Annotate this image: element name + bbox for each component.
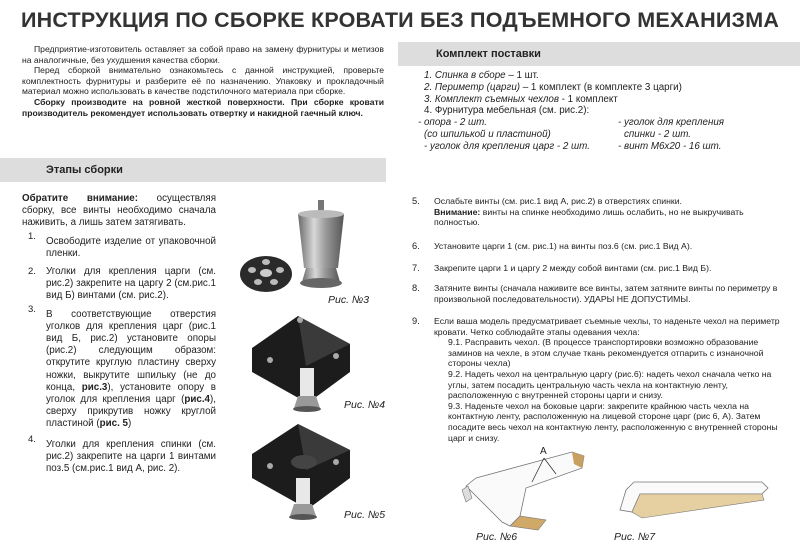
step-1-text: Освободите изделие от упаковочной пленки. bbox=[46, 235, 216, 259]
kit-item-3-qty: - 1 комплект bbox=[558, 93, 618, 105]
figure-5-caption: Рис. №5 bbox=[344, 509, 386, 521]
step-6 bbox=[412, 241, 784, 252]
step-9-text: Если ваша модель предусматривает съемные чехлы, то наденьте чехол на периметр кровати. Четко соблюдайте этапы одевания чехла: bbox=[434, 316, 780, 337]
kit-item-1-name: 1. Спинка в сборе bbox=[424, 70, 506, 81]
step-3-text-e: ), сверху прикрутив ножку круглой пластиной ( bbox=[46, 394, 216, 430]
intro-paragraph-2: Перед сборкой внимательно ознакомьтесь с данной инструкцией, проверьте комплектность фурнитуры и разберите её по назначению. Упаковку и прокладочный материал можно использовать в качестве подстилочного материала при сборке. bbox=[22, 65, 384, 97]
step-4 bbox=[22, 433, 216, 476]
figure-7-covered-rail-image bbox=[612, 460, 772, 530]
step-2-text: Уголки для крепления царги (см. рис.2) закрепите на царгу 2 (см.рис.1 вид Б) винтами (см. рис.2). bbox=[46, 266, 216, 302]
step-2 bbox=[22, 266, 216, 303]
fitting-4: - винт М6х20 - 16 шт. bbox=[618, 141, 722, 153]
step-9-2-text: 9.2. Надеть чехол на центральную царгу (рис.6): надеть чехол сначала четко на углы, затем посадить центральную часть чехла на контактную ленту, расположенную с внутренней стороны царги и снизу. bbox=[448, 368, 772, 401]
step-8-number: 8. bbox=[412, 283, 420, 293]
step-1 bbox=[22, 230, 216, 260]
intro-paragraph-1: Предприятие-изготовитель оставляет за собой право на замену фурнитуры и метизов на аналогичные, без ухудшения качества сборки. bbox=[22, 44, 384, 65]
kit-item-2 bbox=[424, 82, 800, 94]
kit-fittings bbox=[410, 117, 800, 164]
step-2-number: 2. bbox=[28, 266, 36, 278]
figure-6-caption: Рис. №6 bbox=[476, 531, 518, 543]
step-5-warning bbox=[434, 207, 784, 228]
fitting-2: - уголок для крепления bbox=[618, 117, 725, 129]
fitting-1: - опора - 2 шт. bbox=[418, 117, 487, 129]
attention-note bbox=[22, 193, 216, 230]
figure-6-pointer-lines bbox=[530, 456, 560, 486]
kit-item-2-qty: – 1 комплект (в комплекте 3 царги) bbox=[520, 81, 682, 93]
step-3-text-c: ), установите опору в уголок для крепления царг ( bbox=[46, 381, 216, 406]
stages-header: Этапы сборки bbox=[0, 158, 386, 182]
stages-left-column bbox=[22, 193, 216, 475]
fitting-1-detail: (со шпилькой и пластиной) bbox=[424, 129, 551, 141]
step-4-text: Уголки для крепления спинки (см. рис.2) закрепите на царги 1 винтами поз.5 (см.рис.1 вид А, рис. 2). bbox=[46, 438, 216, 475]
step-5-warning-label: Внимание: bbox=[434, 206, 481, 217]
step-9-1-text: 9.1. Расправить чехол. (В процессе транспортировки возможно образование заминов на чехле, в этом случае ткань рекомендуется отпарить с изнаночной стороны чехла) bbox=[448, 337, 764, 369]
attention-label: Обратите внимание: bbox=[22, 193, 139, 204]
kit-header: Комплект поставки bbox=[398, 42, 800, 66]
figure-7-caption: Рис. №7 bbox=[614, 531, 656, 543]
step-7-number: 7. bbox=[412, 263, 420, 273]
step-8-text: Затяните винты (сначала наживите все винты, затем затяните винты по периметру в произвольной последовательности). УДАРЫ НЕ ДОПУСТИМЫ. bbox=[434, 283, 778, 304]
figure-3-leg-image bbox=[236, 194, 348, 310]
kit-item-2-name: 2. Периметр (царги) bbox=[424, 81, 521, 93]
figure-3-caption: Рис. №3 bbox=[328, 294, 370, 306]
figure-4-caption: Рис. №4 bbox=[344, 399, 386, 411]
step-1-number: 1. bbox=[28, 230, 36, 242]
kit-item-3 bbox=[424, 94, 800, 106]
step-3-ref-fig4: рис.4 bbox=[184, 394, 211, 406]
fitting-3: - уголок для крепления царг - 2 шт. bbox=[424, 141, 590, 153]
step-6-number: 6. bbox=[412, 241, 420, 251]
step-9-3-text: 9.3. Наденьте чехол на боковые царги: закрепите крайнюю часть чехла на контактную ленту, расположенную на лицевой стороне царг (рис 6, А). Затем посадите весь чехол на контактную ленту, расположенную с внутренней стороны царг и снизу. bbox=[448, 400, 778, 443]
kit-list bbox=[410, 70, 800, 164]
kit-item-1 bbox=[424, 70, 800, 82]
step-5-number: 5. bbox=[412, 196, 420, 206]
step-3 bbox=[22, 303, 216, 431]
step-3-ref-fig3: рис.3 bbox=[81, 381, 108, 393]
step-7 bbox=[412, 263, 784, 274]
step-6-text: Установите царги 1 (см. рис.1) на винты поз.6 (см. рис.1 Вид А). bbox=[434, 241, 693, 251]
page-title: ИНСТРУКЦИЯ ПО СБОРКЕ КРОВАТИ БЕЗ ПОДЪЕМНОГО МЕХАНИЗМА bbox=[20, 8, 780, 32]
step-9 bbox=[412, 316, 784, 443]
step-9-number: 9. bbox=[412, 316, 420, 326]
kit-item-4: 4. Фурнитура мебельная (см. рис.2): bbox=[424, 105, 590, 117]
kit-item-3-name: 3. Комплект съемных чехлов bbox=[424, 93, 559, 105]
step-4-number: 4. bbox=[28, 433, 36, 445]
step-3-text-g: ) bbox=[128, 418, 132, 430]
kit-item-1-qty: – 1 шт. bbox=[505, 70, 539, 81]
fitting-2-detail: спинки - 2 шт. bbox=[624, 129, 691, 141]
step-5-text: Ослабьте винты (см. рис.1 вид А, рис.2) в отверстиях спинки. bbox=[434, 196, 682, 206]
step-3-number: 3. bbox=[28, 303, 36, 315]
step-3-text-a: В соответствующие отверстия уголков для крепления царг (рис.1 вид Б, рис.2) установите опоры (рис.2) следующим образом: открутите круглую пластину сверху ножки, выкрутите шпильку (не до конца, bbox=[46, 308, 216, 393]
intro-text bbox=[22, 44, 384, 118]
step-3-ref-fig5: рис. 5 bbox=[99, 418, 129, 430]
step-5-warning-text: винты на спинке необходимо лишь ослабить, но не выкручивать полностью. bbox=[434, 206, 744, 228]
step-5 bbox=[412, 196, 784, 228]
intro-paragraph-3: Сборку производите на ровной жесткой поверхности. При сборке кровати производитель рекомендует использовать отвертку и накидной гаечный ключ. bbox=[22, 96, 384, 118]
figure-6-label-a: А bbox=[540, 446, 547, 457]
attention-text: осуществляя сборку, все винты необходимо сначала наживить, а лишь затем затягивать. bbox=[22, 193, 217, 229]
step-7-text: Закрепите царги 1 и царгу 2 между собой винтами (см. рис.1 Вид Б). bbox=[434, 263, 712, 273]
step-8 bbox=[412, 283, 784, 304]
